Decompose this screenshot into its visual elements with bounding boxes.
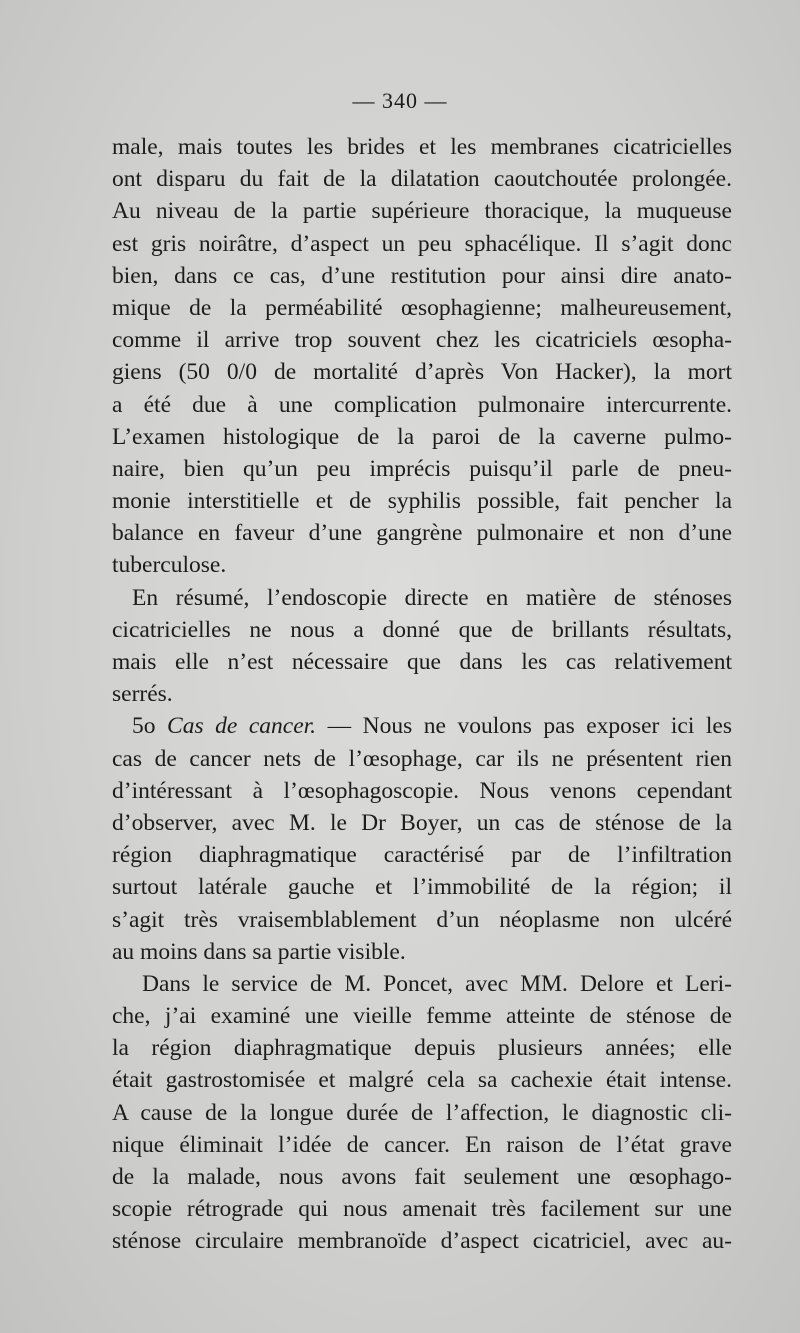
- text-line: cicatricielles ne nous a donné que de brillants résultats,: [112, 616, 732, 643]
- text-line: giens (50 0/0 de mortalité d’après Von Hacker), la mort: [112, 359, 732, 386]
- text-line: male, mais toutes les brides et les membranes cicatricielles: [112, 134, 732, 160]
- text-line: la région diaphragmatique depuis plusieurs années; elle: [112, 1035, 732, 1062]
- text-line: au moins dans sa partie visible.: [112, 938, 406, 965]
- text-line: bien, dans ce cas, d’une restitution pour ainsi dire anato-: [112, 262, 732, 289]
- text-line: A cause de la longue durée de l’affection, le diagnostic cli-: [112, 1099, 732, 1126]
- text-line: Au niveau de la partie supérieure thoracique, la muqueuse: [112, 198, 732, 225]
- text-line: che, j’ai examiné une vieille femme atteinte de sténose de: [112, 1003, 732, 1030]
- text-line: Dans le service de M. Poncet, avec MM. Delore et Leri-: [142, 970, 732, 997]
- body-text: [112, 131, 732, 1258]
- text-line: L’examen histologique de la paroi de la caverne pulmo-: [112, 423, 732, 450]
- section-heading: Cas de cancer.: [167, 713, 317, 740]
- text-line: mais elle n’est nécessaire que dans les cas relativement: [112, 649, 732, 675]
- text-line: cas de cancer nets de l’œsophage, car ils ne présentent rien: [112, 745, 732, 772]
- text-line: a été due à une complication pulmonaire intercurrente.: [112, 391, 732, 418]
- section-text: — Nous ne voulons pas exposer ici les: [316, 713, 732, 740]
- text-line: serrés.: [112, 681, 173, 708]
- text-line: de la malade, nous avons fait seulement une œsophago-: [112, 1164, 732, 1190]
- text-line: nique éliminait l’idée de cancer. En raison de l’état grave: [112, 1131, 732, 1158]
- text-line: mique de la perméabilité œsophagienne; malheureusement,: [112, 294, 732, 321]
- text-line: surtout latérale gauche et l’immobilité de la région; il: [112, 874, 732, 901]
- text-line: balance en faveur d’une gangrène pulmonaire et non d’une: [112, 520, 732, 547]
- text-line: comme il arrive trop souvent chez les cicatriciels œsopha-: [112, 327, 732, 354]
- text-line: est gris noirâtre, d’aspect un peu sphacélique. Il s’agit donc: [112, 230, 732, 257]
- section-number: 5o: [132, 713, 168, 740]
- text-line: d’observer, avec M. le Dr Boyer, un cas de sténose de la: [112, 809, 732, 836]
- text-line: En résumé, l’endoscopie directe en matière de sténoses: [132, 584, 732, 611]
- text-line: scopie rétrograde qui nous amenait très facilement sur une: [112, 1196, 732, 1223]
- text-line: d’intéressant à l’œsophagoscopie. Nous venons cependant: [112, 777, 732, 804]
- text-line: était gastrostomisée et malgré cela sa cachexie était intense.: [112, 1067, 732, 1094]
- text-line: tuberculose.: [112, 552, 227, 579]
- text-line: sténose circulaire membranoïde d’aspect cicatriciel, avec au-: [112, 1228, 732, 1255]
- text-line: s’agit très vraisemblablement d’un néoplasme non ulcéré: [112, 906, 732, 933]
- text-line: monie interstitielle et de syphilis possible, fait pencher la: [112, 488, 732, 515]
- text-line: région diaphragmatique caractérisé par de l’infiltration: [112, 842, 732, 869]
- text-line: ont disparu du fait de la dilatation caoutchoutée prolongée.: [112, 166, 732, 193]
- text-line: [112, 710, 732, 742]
- text-line: naire, bien qu’un peu imprécis puisqu’il parle de pneu-: [112, 455, 732, 482]
- page-number: — 340 —: [352, 88, 448, 113]
